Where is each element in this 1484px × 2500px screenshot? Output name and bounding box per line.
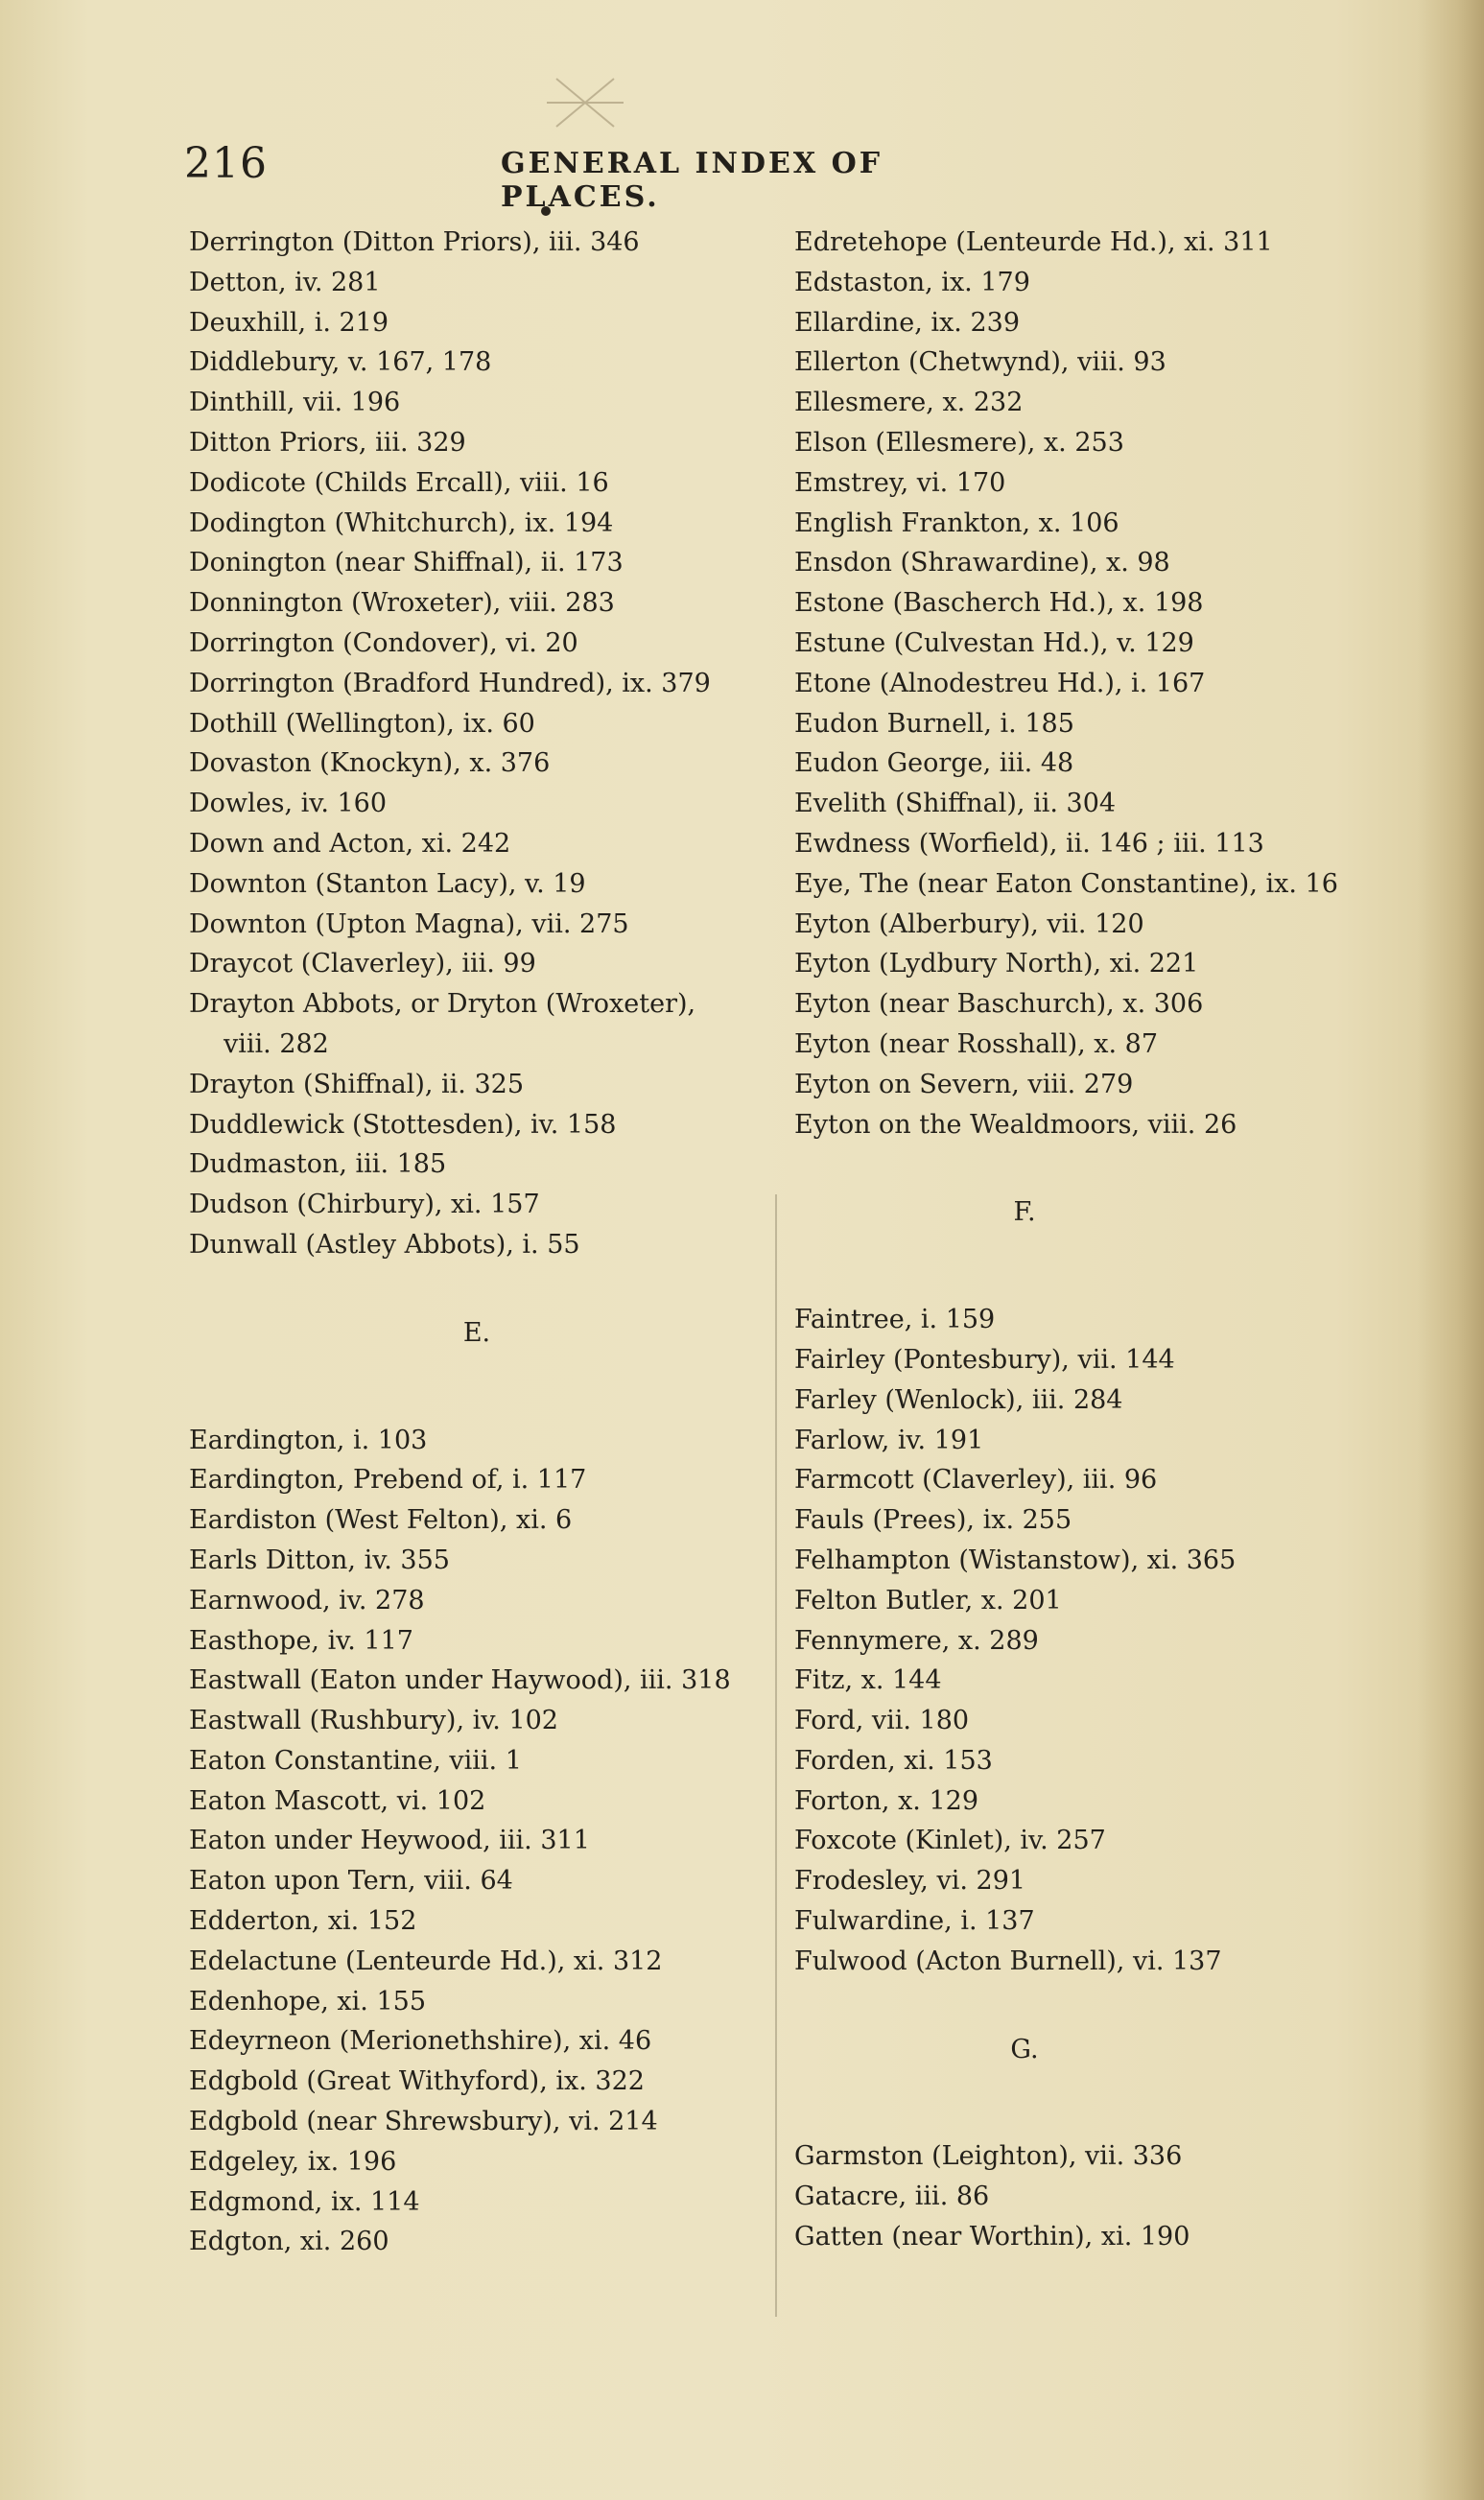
index-entry: Edeyrneon (Merionethshire), xi. 46 — [189, 2026, 652, 2057]
column-divider — [775, 1194, 777, 2317]
right-column — [794, 223, 1399, 2257]
index-entry: Garmston (Leighton), vii. 336 — [794, 2141, 1183, 2172]
page-header — [184, 139, 1048, 214]
index-entry: Ford, vii. 180 — [794, 1706, 970, 1736]
index-entry: Dothill (Wellington), ix. 60 — [189, 708, 535, 739]
index-entry: Ellerton (Chetwynd), viii. 93 — [794, 347, 1166, 378]
decorative-ornament-icon — [537, 69, 633, 136]
index-entry: Donnington (Wroxeter), viii. 283 — [189, 588, 615, 619]
index-entry: Down and Acton, xi. 242 — [189, 828, 511, 859]
index-entry: Fulwood (Acton Burnell), vi. 137 — [794, 1946, 1222, 1976]
index-entry: Eyton (near Baschurch), x. 306 — [794, 989, 1204, 1020]
index-entry: Drayton (Shiffnal), ii. 325 — [189, 1069, 525, 1099]
index-entry: Gatten (near Worthin), xi. 190 — [794, 2222, 1190, 2252]
index-entry: Eudon George, iii. 48 — [794, 748, 1074, 779]
index-entry: Edgbold (Great Withyford), ix. 322 — [189, 2066, 645, 2097]
index-entry: Donington (near Shiffnal), ii. 173 — [189, 548, 624, 578]
page-number: 216 — [184, 139, 268, 188]
index-entry: Edstaston, ix. 179 — [794, 267, 1030, 297]
index-entry: Detton, iv. 281 — [189, 267, 381, 297]
index-entry: Eardington, Prebend of, i. 117 — [189, 1465, 587, 1496]
index-entry: Fennymere, x. 289 — [794, 1625, 1039, 1656]
index-entry: Eardington, i. 103 — [189, 1425, 428, 1455]
index-entry: Dowles, iv. 160 — [189, 789, 388, 819]
index-entry: Fitz, x. 144 — [794, 1665, 942, 1696]
index-entry: Dovaston (Knockyn), x. 376 — [189, 748, 551, 779]
index-entry: Eudon Burnell, i. 185 — [794, 708, 1074, 739]
index-entry: Etone (Alnodestreu Hd.), i. 167 — [794, 668, 1206, 698]
index-entry: Felhampton (Wistanstow), xi. 365 — [794, 1545, 1237, 1575]
index-entry: Eye, The (near Eaton Constantine), ix. 16 — [794, 868, 1338, 899]
index-entry: Drayton Abbots, or Dryton (Wroxeter), — [189, 989, 696, 1020]
index-entry: Forton, x. 129 — [794, 1785, 979, 1816]
index-entry: Forden, xi. 153 — [794, 1745, 993, 1776]
index-entry: Emstrey, vi. 170 — [794, 467, 1006, 498]
index-entry: Ellesmere, x. 232 — [794, 388, 1024, 418]
index-entry: Dodington (Whitchurch), ix. 194 — [189, 507, 614, 538]
index-entry: Farmcott (Claverley), iii. 96 — [794, 1465, 1158, 1496]
index-entry: Eaton Mascott, vi. 102 — [189, 1785, 486, 1816]
index-entry: Diddlebury, v. 167, 178 — [189, 347, 492, 378]
left-column — [189, 223, 765, 2262]
index-entry: Edderton, xi. 152 — [189, 1906, 417, 1937]
index-entry: Edelactune (Lenteurde Hd.), xi. 312 — [189, 1946, 663, 1976]
index-entry: Downton (Stanton Lacy), v. 19 — [189, 868, 586, 899]
index-entry: Eyton (near Rosshall), x. 87 — [794, 1028, 1159, 1059]
index-entry: Ensdon (Shrawardine), x. 98 — [794, 548, 1170, 578]
running-title: GENERAL INDEX OF PLACES. — [501, 147, 883, 214]
index-entry: Fairley (Pontesbury), vii. 144 — [794, 1344, 1175, 1375]
index-entry: Farlow, iv. 191 — [794, 1425, 984, 1455]
index-entry: Easthope, iv. 117 — [189, 1625, 413, 1656]
index-entry: Downton (Upton Magna), vii. 275 — [189, 908, 629, 939]
index-entry: Eaton under Heywood, iii. 311 — [189, 1826, 590, 1856]
page-edge-shading — [1417, 0, 1484, 2500]
index-entry: Eastwall (Eaton under Haywood), iii. 318 — [189, 1665, 731, 1696]
index-entry: Estone (Bascherch Hd.), x. 198 — [794, 588, 1204, 619]
index-entry: Earnwood, iv. 278 — [189, 1585, 425, 1616]
index-entry: Duddlewick (Stottesden), iv. 158 — [189, 1109, 617, 1140]
index-entry: Eyton on the Wealdmoors, viii. 26 — [794, 1109, 1237, 1140]
index-entry: Eaton Constantine, viii. 1 — [189, 1745, 522, 1776]
index-entry: Earls Ditton, iv. 355 — [189, 1545, 450, 1575]
index-entry: Frodesley, vi. 291 — [794, 1866, 1026, 1897]
index-entry: Fauls (Prees), ix. 255 — [794, 1505, 1072, 1536]
index-entry: Edgeley, ix. 196 — [189, 2146, 397, 2177]
index-entry: Estune (Culvestan Hd.), v. 129 — [794, 627, 1194, 658]
index-entry: Dunwall (Astley Abbots), i. 55 — [189, 1229, 580, 1260]
index-entry: Eastwall (Rushbury), iv. 102 — [189, 1706, 558, 1736]
index-entry: Dudmaston, iii. 185 — [189, 1149, 447, 1180]
index-entry: Ditton Priors, iii. 329 — [189, 427, 466, 458]
index-entry: Gatacre, iii. 86 — [794, 2182, 990, 2212]
index-entry: Dinthill, vii. 196 — [189, 388, 401, 418]
index-entry: Deuxhill, i. 219 — [189, 307, 389, 338]
index-entry: Eaton upon Tern, viii. 64 — [189, 1866, 513, 1897]
index-entry: Edenhope, xi. 155 — [189, 1986, 426, 2017]
index-entry: Derrington (Ditton Priors), iii. 346 — [189, 227, 640, 257]
index-entry: Draycot (Claverley), iii. 99 — [189, 949, 536, 979]
index-entry: Ellardine, ix. 239 — [794, 307, 1020, 338]
index-entry: Fulwardine, i. 137 — [794, 1906, 1035, 1937]
index-entry: Dudson (Chirbury), xi. 157 — [189, 1190, 540, 1220]
index-entry: Ewdness (Worfield), ii. 146 ; iii. 113 — [794, 828, 1264, 859]
index-entry: Edgton, xi. 260 — [189, 2227, 389, 2257]
index-entry: Eardiston (West Felton), xi. 6 — [189, 1505, 573, 1536]
index-entry: Edretehope (Lenteurde Hd.), xi. 311 — [794, 227, 1273, 257]
index-entry: Edgbold (near Shrewsbury), vi. 214 — [189, 2107, 658, 2137]
index-entry: English Frankton, x. 106 — [794, 507, 1119, 538]
index-entry: Edgmond, ix. 114 — [189, 2186, 420, 2217]
index-entry: Eyton (Lydbury North), xi. 221 — [794, 949, 1199, 979]
index-entry: Felton Butler, x. 201 — [794, 1585, 1062, 1616]
section-heading-g: G. — [1010, 2034, 1039, 2064]
index-entry: Dodicote (Childs Ercall), viii. 16 — [189, 467, 609, 498]
section-heading-f: F. — [1013, 1197, 1036, 1228]
section-heading-e: E. — [462, 1317, 491, 1348]
index-entry: Eyton on Severn, viii. 279 — [794, 1069, 1134, 1099]
index-entry: Dorrington (Bradford Hundred), ix. 379 — [189, 668, 711, 698]
index-entry: Eyton (Alberbury), vii. 120 — [794, 908, 1144, 939]
index-entry: Faintree, i. 159 — [794, 1305, 996, 1335]
index-entry: Dorrington (Condover), vi. 20 — [189, 627, 578, 658]
index-entry: Evelith (Shiffnal), ii. 304 — [794, 789, 1117, 819]
index-entry: Farley (Wenlock), iii. 284 — [794, 1384, 1123, 1415]
index-entry: Foxcote (Kinlet), iv. 257 — [794, 1826, 1106, 1856]
index-entry: Elson (Ellesmere), x. 253 — [794, 427, 1124, 458]
index-entry-continuation: viii. 282 — [224, 1028, 329, 1059]
